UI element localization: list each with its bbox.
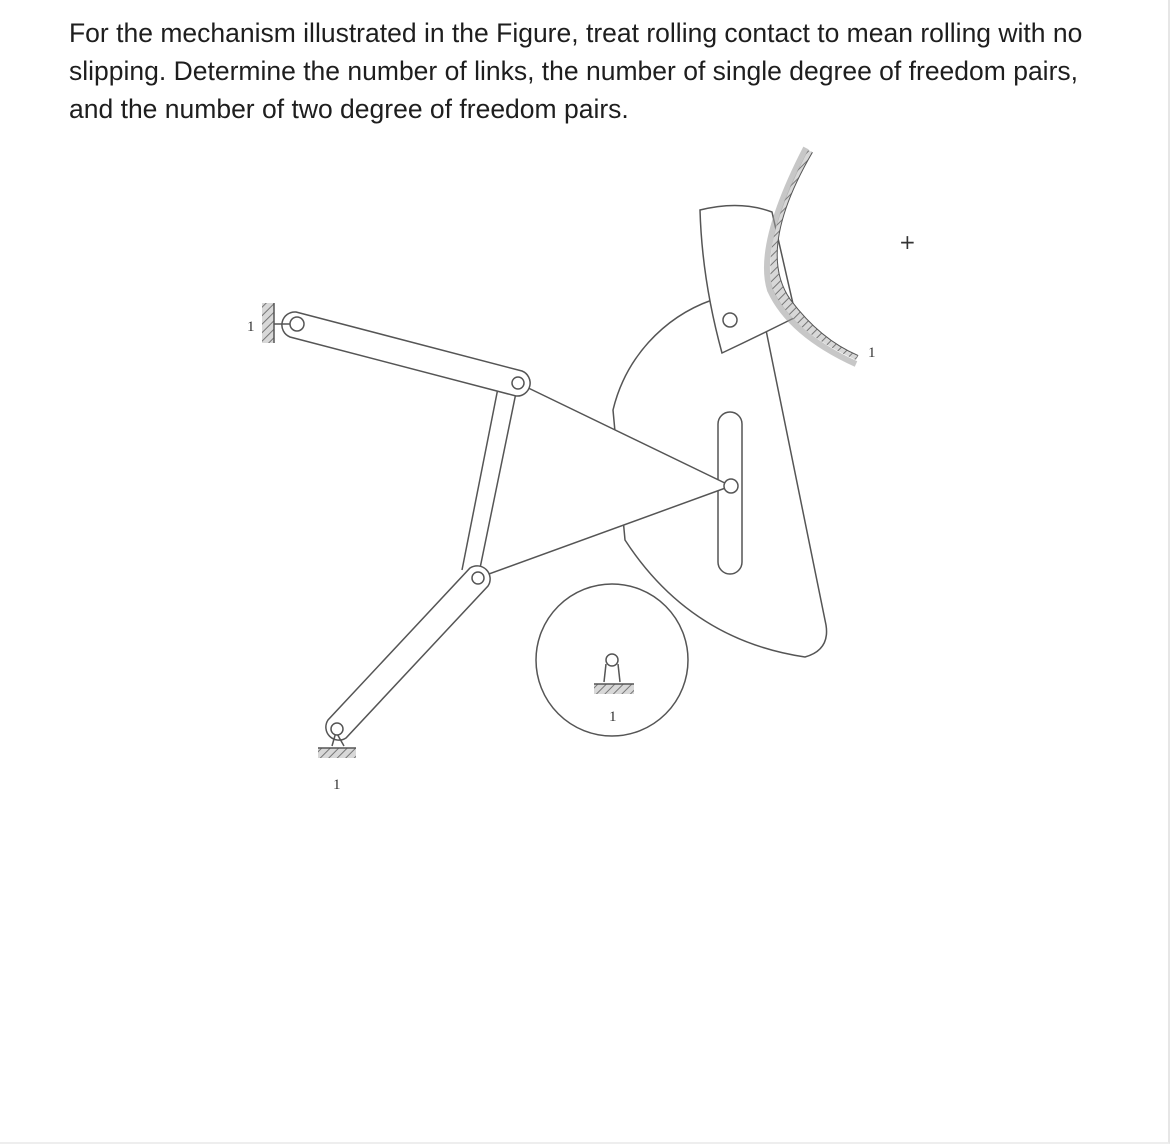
- pin-coupler-top: [512, 377, 524, 389]
- slider-block: [700, 205, 796, 353]
- problem-statement: For the mechanism illustrated in the Figure, treat rolling contact to mean rolling with no slipping. Determine the number of links, the number of single degree of freedom pairs, and the number of two degree of freedom pairs.: [69, 18, 1083, 124]
- label-bottom-pivot: 1: [333, 777, 341, 793]
- pin-slider: [723, 313, 737, 327]
- lower-link: [326, 566, 490, 740]
- pin-wheel-center: [606, 654, 618, 666]
- center-mark: +: [899, 230, 916, 254]
- label-left-wall: 1: [247, 319, 255, 335]
- pin-bottom-ground: [331, 723, 343, 735]
- pin-slot: [724, 479, 738, 493]
- ground-arc-hatch: [770, 150, 858, 360]
- coupler-plate: [478, 383, 731, 578]
- left-wall-ground: [262, 303, 274, 343]
- upper-link: [282, 312, 530, 396]
- pin-left-wall: [290, 317, 304, 331]
- pin-coupler-bottom: [472, 572, 484, 584]
- label-wheel-pivot: 1: [609, 709, 617, 725]
- label-right-arc: 1: [868, 345, 876, 361]
